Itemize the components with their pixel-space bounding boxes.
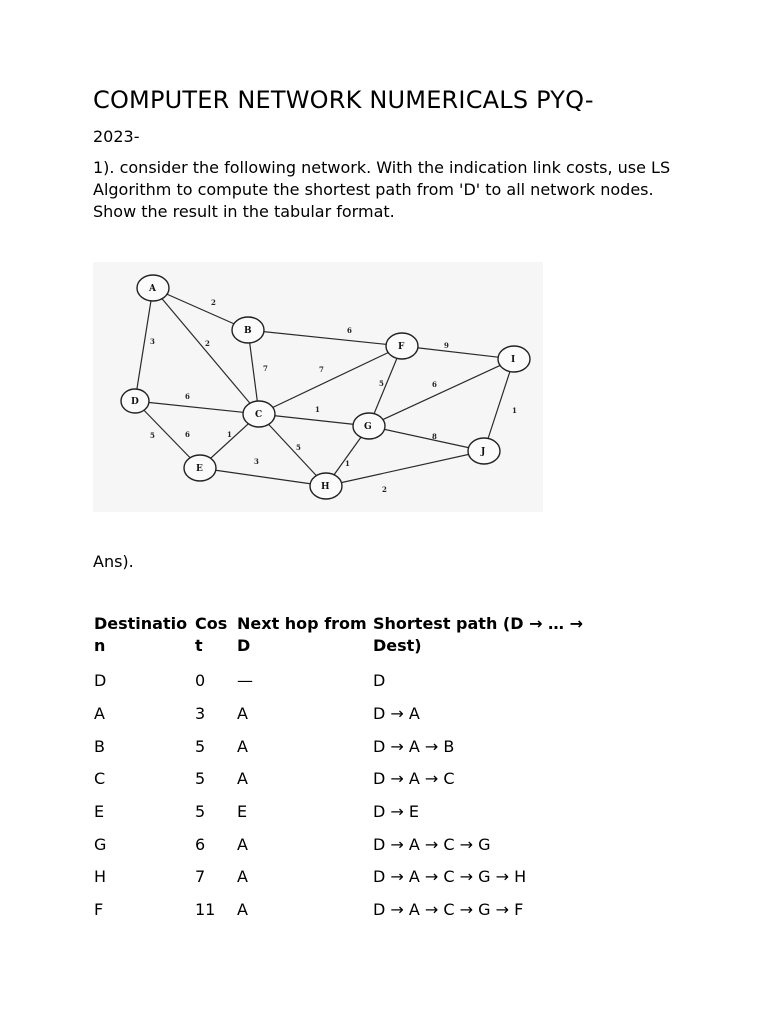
edge-e-h — [200, 468, 326, 486]
weight-g-h: 1 — [345, 459, 350, 468]
weight-d-e: 5 — [150, 431, 155, 440]
weight-f-g: 5 — [379, 379, 384, 388]
svg-text:G: G — [364, 422, 372, 432]
svg-text:I: I — [511, 355, 516, 365]
weight-g-i: 6 — [432, 380, 437, 389]
node-i — [498, 346, 530, 372]
table-row — [91, 894, 605, 927]
svg-text:H: H — [321, 482, 330, 492]
edge-b-f — [248, 330, 402, 346]
cell-shortest-path: D — [373, 671, 386, 691]
cell-cost: 3 — [195, 704, 206, 724]
table-row — [91, 861, 605, 894]
table-body — [91, 665, 605, 927]
weight-a-c: 2 — [205, 339, 210, 348]
weight-a-d: 3 — [150, 337, 155, 346]
cell-next-hop: A — [237, 867, 248, 887]
edge-d-c — [135, 401, 259, 414]
edge-a-c — [153, 288, 259, 414]
cell-shortest-path: D → A → C → G → F — [373, 900, 524, 920]
cell-shortest-path: D → A → C — [373, 769, 455, 789]
weight-b-c: 7 — [263, 364, 268, 373]
cell-cost: 0 — [195, 671, 206, 691]
cell-next-hop: A — [237, 900, 248, 920]
network-diagram — [93, 262, 543, 512]
weight-c-g: 1 — [315, 405, 320, 414]
edge-g-i — [369, 359, 514, 426]
answer-label: Ans). — [93, 552, 134, 571]
edge-h-j — [326, 451, 484, 486]
weight-c-h: 5 — [296, 443, 301, 452]
table-row — [91, 763, 605, 796]
cell-destination: A — [94, 704, 105, 724]
header-shortest-path: Shortest path (D → … → Dest) — [373, 614, 584, 655]
cell-cost: 5 — [195, 736, 206, 756]
table-row — [91, 698, 605, 731]
cell-shortest-path: D → A → C → G — [373, 834, 491, 854]
cell-destination: E — [94, 802, 105, 822]
header-destination: Destination — [94, 614, 188, 655]
node-h — [310, 473, 342, 499]
edge-g-j — [369, 426, 484, 451]
network-nodes — [121, 275, 530, 499]
cell-next-hop: A — [237, 834, 248, 854]
cell-destination: B — [94, 736, 105, 756]
cell-next-hop: E — [237, 802, 248, 822]
weight-c-f: 7 — [319, 365, 324, 374]
edge-f-i — [402, 346, 514, 359]
cell-cost: 5 — [195, 769, 206, 789]
cell-cost: 11 — [195, 900, 216, 920]
weight-g-j: 8 — [432, 432, 437, 441]
svg-text:A: A — [149, 284, 156, 294]
node-d — [121, 389, 149, 413]
node-j — [468, 438, 500, 464]
svg-text:D: D — [131, 397, 139, 407]
node-b — [232, 317, 264, 343]
node-g — [353, 413, 385, 439]
node-a — [137, 275, 169, 301]
svg-text:C: C — [255, 410, 263, 420]
node-c — [243, 401, 275, 427]
header-next-hop: Next hop from D — [237, 614, 367, 655]
node-f — [386, 333, 418, 359]
cell-next-hop: A — [237, 704, 248, 724]
weight-d-c: 6 — [185, 392, 190, 401]
cell-cost: 6 — [195, 834, 206, 854]
cell-destination: H — [94, 867, 107, 887]
year-heading: 2023- — [93, 127, 140, 146]
cell-next-hop: A — [237, 769, 248, 789]
cell-shortest-path: D → A → B — [373, 736, 455, 756]
weight-e-h: 3 — [254, 457, 259, 466]
weight-h-j: 2 — [382, 485, 387, 494]
cell-destination: C — [94, 769, 106, 789]
table-row — [91, 796, 605, 829]
question-text: 1). consider the following network. With the indication link costs, use LS Algorithm to compute the shortest path from 'D' to all network nodes. Show the result in the tabular format. — [93, 158, 671, 221]
cell-cost: 7 — [195, 867, 206, 887]
edge-i-j — [484, 359, 514, 451]
weight-a-b: 2 — [211, 298, 216, 307]
weight-d-e2: 6 — [185, 430, 190, 439]
svg-text:E: E — [196, 464, 203, 474]
table-header-row — [91, 611, 605, 665]
cell-destination: D — [94, 671, 107, 691]
network-graph — [93, 262, 543, 512]
shortest-path-table — [91, 611, 605, 927]
cell-destination: F — [94, 900, 104, 920]
svg-text:B: B — [244, 326, 252, 336]
weight-f-i: 9 — [444, 341, 449, 350]
cell-shortest-path: D → A — [373, 704, 420, 724]
svg-text:J: J — [481, 447, 486, 457]
cell-shortest-path: D → A → C → G → H — [373, 867, 527, 887]
svg-text:F: F — [398, 342, 405, 352]
weight-c-e: 1 — [227, 430, 232, 439]
cell-shortest-path: D → E — [373, 802, 420, 822]
weight-i-j: 1 — [512, 406, 517, 415]
cell-next-hop: A — [237, 736, 248, 756]
table-row — [91, 828, 605, 861]
table-row — [91, 665, 605, 698]
cell-cost: 5 — [195, 802, 206, 822]
node-e — [184, 455, 216, 481]
table-row — [91, 730, 605, 763]
cell-destination: G — [94, 834, 107, 854]
page-title: COMPUTER NETWORK NUMERICALS PYQ- — [93, 86, 594, 114]
cell-next-hop: — — [237, 671, 253, 691]
header-cost: Cost — [195, 614, 228, 655]
weight-b-f: 6 — [347, 326, 352, 335]
